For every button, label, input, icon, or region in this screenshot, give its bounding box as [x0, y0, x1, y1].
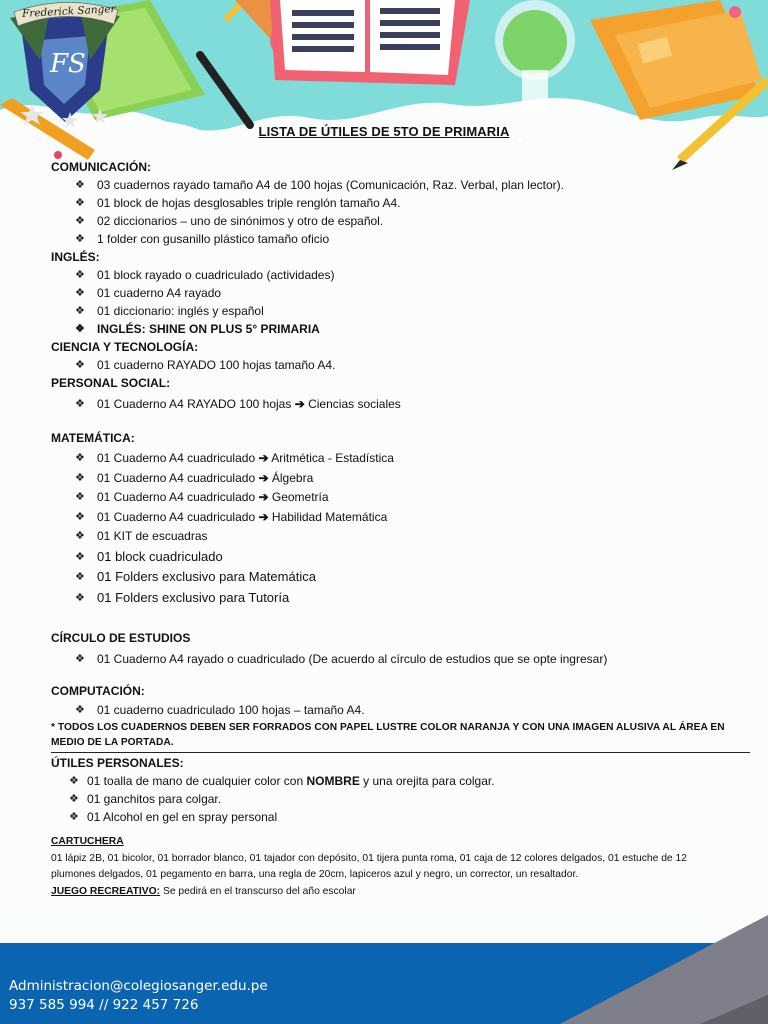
section-heading-matematica: MATEMÁTICA: [51, 431, 135, 445]
cartuchera-text: 01 lápiz 2B, 01 bicolor, 01 borrador blanco, 01 tajador con depósito, 01 tijera punta roma, 01 caja de 12 colores delgados, 01 estuche de 12 plumones delgados, 01 pegamento en barra, una regla de 20cm, lapiceros azul y negro, un corrector, un resaltador. [51, 852, 687, 881]
header-illustration [0, 0, 768, 170]
list-item: ❖ 01 Cuaderno A4 rayado o cuadriculado (De acuerdo al círculo de estudios que se opte ingresar) [75, 652, 608, 667]
diamond-bullet-icon: ❖ [69, 793, 79, 806]
section-heading-cartuchera: CARTUCHERA [51, 836, 124, 847]
diamond-bullet-icon: ❖ [75, 179, 85, 191]
diamond-bullet-icon: ❖ [75, 398, 85, 410]
section-heading-juego: JUEGO RECREATIVO: [51, 886, 161, 898]
list-item: ❖ 01 Cuaderno A4 cuadriculado ➔ Geometría [51, 488, 741, 508]
list-item: ❖ 01 toalla de mano de cualquier color con NOMBRE y una orejita para colgar. [69, 774, 495, 789]
arrow-right-icon: ➔ [258, 470, 269, 485]
list-item: ❖ 01 Folders exclusivo para Tutoría [51, 588, 741, 609]
list-item: ❖ 01 ganchitos para colgar. [69, 792, 222, 807]
page-title: LISTA DE ÚTILES DE 5TO DE PRIMARIA [258, 124, 510, 139]
list-item: ❖ 01 cuaderno RAYADO 100 hojas tamaño A4. [75, 358, 336, 372]
list-item: ❖ 01 block rayado o cuadriculado (actividades) [75, 268, 335, 282]
diamond-bullet-icon: ❖ [69, 775, 79, 788]
diamond-bullet-icon: ❖ [75, 233, 85, 245]
logo-text: Frederick Sanger [21, 3, 116, 20]
arrow-right-icon: ➔ [294, 397, 305, 411]
diamond-bullet-icon: ❖ [75, 305, 85, 317]
diamond-bullet-icon: ❖ [75, 287, 85, 299]
juego-text: Se pedirá en el transcurso del año escolar [160, 886, 356, 898]
diamond-bullet-icon: ❖ [75, 471, 85, 484]
list-item: ❖ 01 Cuaderno A4 RAYADO 100 hojas ➔ Ciencias sociales [75, 397, 401, 411]
list-item: ❖ 01 KIT de escuadras [51, 527, 741, 547]
diamond-bullet-icon: ❖ [75, 591, 85, 604]
supply-list [51, 158, 741, 826]
list-item: ❖ 01 cuaderno cuadriculado 100 hojas – tamaño A4. [75, 703, 365, 718]
list-computacion [51, 701, 741, 719]
diamond-bullet-icon: ❖ [75, 359, 85, 371]
list-item: ❖ INGLÉS: SHINE ON PLUS 5° PRIMARIA [75, 322, 320, 336]
list-comunicacion [51, 176, 741, 248]
list-item: ❖ 01 diccionario: inglés y español [75, 304, 264, 318]
diamond-bullet-icon: ❖ [75, 530, 85, 543]
section-heading-comunicacion: COMUNICACIÓN: [51, 160, 151, 174]
section-heading-personal-social: PERSONAL SOCIAL: [51, 376, 171, 390]
diamond-bullet-icon: ❖ [75, 510, 85, 523]
list-item: ❖ 01 Alcohol en gel en spray personal [69, 810, 278, 825]
diamond-bullet-icon: ❖ [75, 653, 85, 666]
section-heading-ingles: INGLÉS: [51, 250, 100, 264]
forrado-note: * TODOS LOS CUADERNOS DEBEN SER FORRADOS CON PAPEL LUSTRE COLOR NARANJA Y CON UNA IMAGEN ALUSIVA AL ÁREA EN MEDIO DE LA PORTADA. [51, 722, 725, 748]
arrow-right-icon: ➔ [258, 451, 269, 465]
arrow-right-icon: ➔ [258, 490, 269, 505]
diamond-bullet-icon: ❖ [75, 571, 85, 584]
list-item: ❖ 03 cuadernos rayado tamaño A4 de 100 hojas (Comunicación, Raz. Verbal, plan lector). [75, 178, 564, 192]
section-heading-utiles-personales: ÚTILES PERSONALES: [51, 756, 184, 771]
divider [51, 752, 750, 753]
list-personal-social [51, 395, 741, 413]
list-item: ❖ 01 block de hojas desglosables triple renglón tamaño A4. [75, 196, 401, 210]
diamond-bullet-icon: ❖ [75, 269, 85, 281]
list-item: ❖ 01 Cuaderno A4 cuadriculado ➔ Habilidad Matemática [51, 508, 741, 528]
juego-recreativo-line [51, 884, 711, 901]
header-art [0, 0, 768, 170]
diamond-bullet-icon: ❖ [75, 323, 85, 335]
section-heading-circulo: CÍRCULO DE ESTUDIOS [51, 631, 191, 646]
diamond-bullet-icon: ❖ [69, 811, 79, 824]
diamond-bullet-icon: ❖ [75, 197, 85, 209]
list-item: ❖ 02 diccionarios – uno de sinónimos y otro de español. [75, 214, 384, 228]
list-item: ❖ 01 Cuaderno A4 cuadriculado ➔ Álgebra [51, 469, 741, 489]
footer-email[interactable]: Administracion@colegiosanger.edu.pe [9, 978, 268, 994]
list-matematica [51, 449, 741, 608]
list-item: ❖ 01 block cuadriculado [51, 547, 741, 568]
list-item: ❖ 01 Folders exclusivo para Matemática [51, 567, 741, 588]
list-circulo [51, 650, 741, 668]
list-ingles [51, 266, 741, 338]
section-heading-ciencia: CIENCIA Y TECNOLOGÍA: [51, 340, 199, 354]
diamond-bullet-icon: ❖ [75, 491, 85, 504]
footer-contact [9, 977, 268, 1015]
diamond-bullet-icon: ❖ [75, 550, 85, 563]
cartuchera-block [51, 834, 711, 901]
section-heading-computacion: COMPUTACIÓN: [51, 684, 145, 699]
arrow-right-icon: ➔ [258, 509, 269, 524]
list-utiles-personales [51, 772, 741, 826]
list-item: ❖ 1 folder con gusanillo plástico tamaño oficio [75, 232, 330, 246]
list-item: ❖ 01 Cuaderno A4 cuadriculado ➔ Aritmética - Estadística [51, 449, 741, 469]
list-item: ❖ 01 cuaderno A4 rayado [75, 286, 222, 300]
diamond-bullet-icon: ❖ [75, 704, 85, 717]
diamond-bullet-icon: ❖ [75, 452, 85, 464]
logo-monogram: FS [50, 49, 86, 79]
diamond-bullet-icon: ❖ [75, 215, 85, 227]
list-ciencia [51, 356, 741, 374]
footer-phones: 937 585 994 // 922 457 726 [9, 997, 199, 1013]
